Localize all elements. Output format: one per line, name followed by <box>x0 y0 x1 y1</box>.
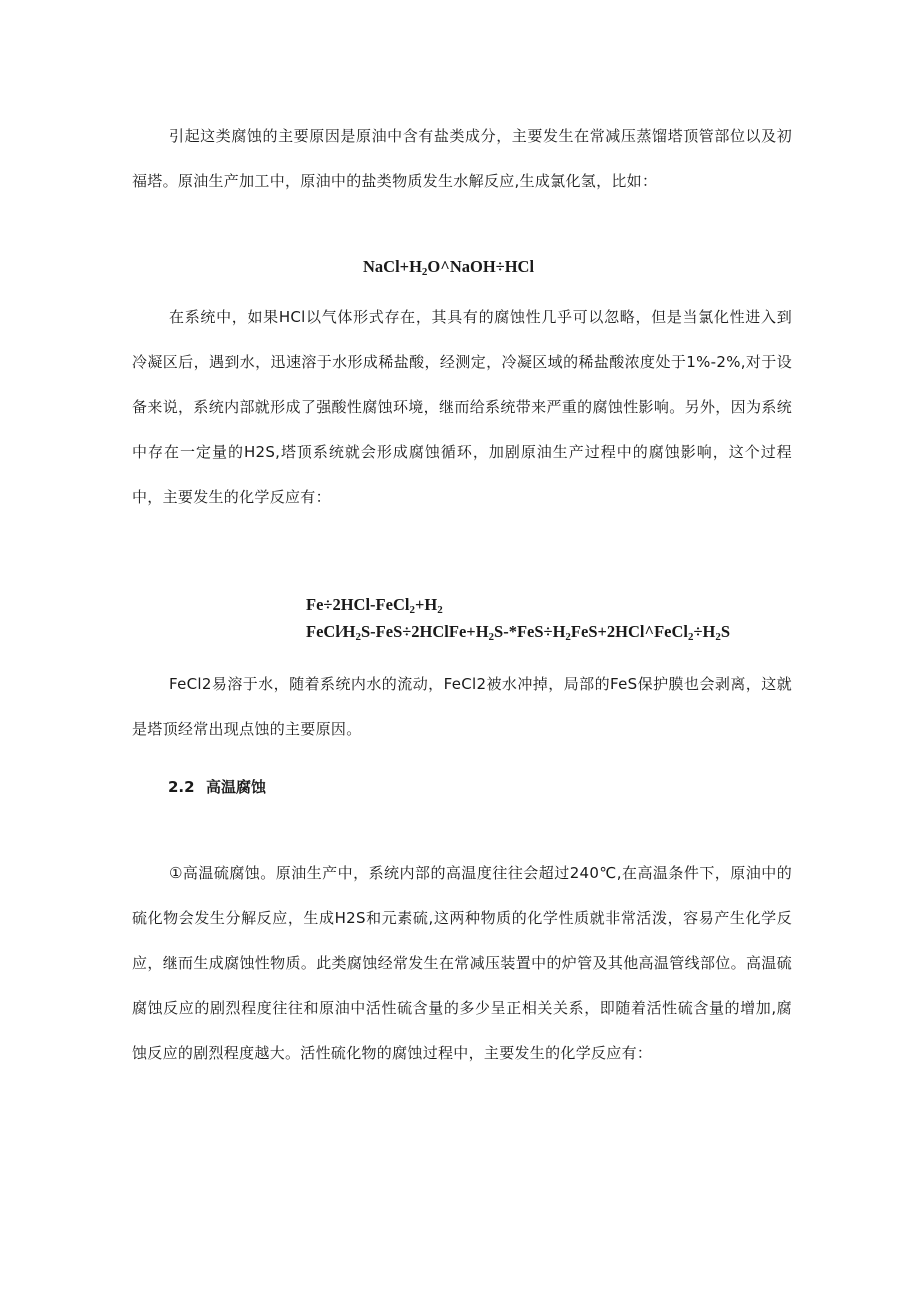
eq3-part-c: S-*FeS÷H <box>494 622 566 641</box>
eq3-sub-2: 2 <box>488 631 495 643</box>
eq3-part-b: S-FeS÷2HClFe+H <box>361 622 489 641</box>
equation-fes-cycle <box>306 622 730 643</box>
paragraph-high-temp-sulfur: ①高温硫腐蚀。原油生产中，系统内部的高温度往往会超过240℃,在高温条件下，原油中的硫化物会发生分解反应，生成H2S和元素硫,这两种物质的化学性质就非常活泼，容易产生化学反应，继而生成腐蚀性物质。此类腐蚀经常发生在常减压装置中的炉管及其他高温管线部位。高温硫腐蚀反应的剧烈程度往往和原油中活性硫含量的多少呈正相关关系，即随着活性硫含量的增加,腐蚀反应的剧烈程度越大。活性硫化物的腐蚀过程中，主要发生的化学反应有： <box>132 864 792 1062</box>
paragraph-hcl-condensation: 在系统中，如果HCl以气体形式存在，其具有的腐蚀性几乎可以忽略，但是当氯化性进入到冷凝区后，遇到水，迅速溶于水形成稀盐酸，经测定，冷凝区域的稀盐酸浓度处于1%-2%,对于设备来说，系统内部就形成了强酸性腐蚀环境，继而给系统带来严重的腐蚀性影响。另外，因为系统中存在一定量的H2S,塔顶系统就会形成腐蚀循环，加剧原油生产过程中的腐蚀影响，这个过程中，主要发生的化学反应有： <box>132 308 792 506</box>
equation-nacl-hydrolysis <box>363 257 534 278</box>
eq3-part-f: S <box>720 622 731 641</box>
eq1-part-b: O^NaOH÷HCl <box>427 257 535 276</box>
eq2-part-b: +H <box>414 595 438 614</box>
eq3-part-d: FeS+2HCl^FeCl <box>570 622 688 641</box>
paragraph-fecl2-pitting: FeCl2易溶于水，随着系统内水的流动，FeCl2被水冲掉，局部的FeS保护膜也会剥离，这就是塔顶经常出现点蚀的主要原因。 <box>132 675 792 738</box>
paragraph-cause-of-corrosion: 引起这类腐蚀的主要原因是原油中含有盐类成分，主要发生在常减压蒸馏塔顶管部位以及初福塔。原油生产加工中，原油中的盐类物质发生水解反应,生成氯化氢，比如： <box>132 127 792 190</box>
eq2-part-a: Fe÷2HCl-FeCl <box>306 595 410 614</box>
eq1-part-a: NaCl+H <box>363 257 422 276</box>
eq2-sub-1: 2 <box>409 604 415 616</box>
eq2-sub-2: 2 <box>437 604 443 616</box>
section-heading <box>168 776 266 797</box>
eq3-part-a: FeCl∕H <box>306 622 356 641</box>
eq3-sub-3: 2 <box>565 631 571 643</box>
eq1-sub-1: 2 <box>421 266 428 278</box>
section-title: 高温腐蚀 <box>206 778 267 796</box>
eq3-part-e: ÷H <box>693 622 716 641</box>
equation-fe-hcl <box>306 595 443 616</box>
eq3-sub-5: 2 <box>715 631 721 643</box>
eq3-sub-4: 2 <box>687 631 694 643</box>
section-number: 2.2 <box>168 778 195 796</box>
eq3-sub-1: 2 <box>355 631 361 643</box>
